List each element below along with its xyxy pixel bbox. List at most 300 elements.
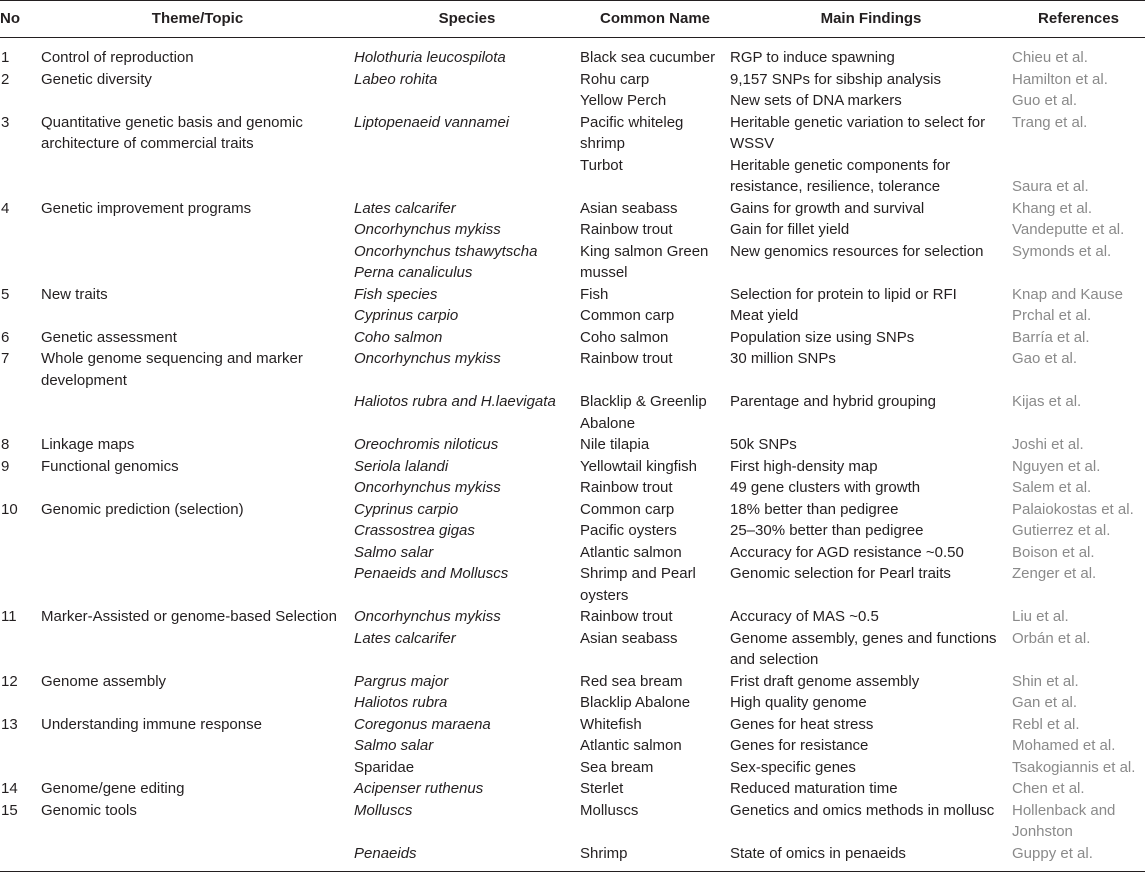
theme-cell xyxy=(41,542,354,564)
species-cell-text: Sparidae xyxy=(354,758,415,776)
species-cell xyxy=(354,348,580,391)
reference-cell-text: Liu et al. xyxy=(1012,608,1069,625)
table-row xyxy=(0,520,1145,542)
row-number-text: 1 xyxy=(1,49,10,66)
species-cell xyxy=(354,327,580,349)
species-cell-text: Oncorhynchus tshawytscha xyxy=(354,242,538,260)
common-name-cell-text: Blacklip & Greenlip Abalone xyxy=(580,393,707,432)
header-main-findings: Main Findings xyxy=(730,1,1012,38)
findings-cell-text: Frist draft genome assembly xyxy=(730,672,920,690)
theme-cell-text: Genome assembly xyxy=(41,672,167,690)
common-name-cell-text: Coho salmon xyxy=(580,328,669,346)
common-name-cell xyxy=(580,800,730,843)
findings-cell xyxy=(730,735,1012,757)
species-cell xyxy=(354,198,580,220)
species-cell-text: Coregonus maraena xyxy=(354,715,491,733)
reference-cell-text: Kijas et al. xyxy=(1012,393,1082,410)
table-row xyxy=(0,305,1145,327)
findings-cell-text: High quality genome xyxy=(730,694,867,711)
theme-cell xyxy=(41,843,354,872)
reference-cell xyxy=(1012,69,1145,91)
row-number-text: 7 xyxy=(1,350,10,367)
species-cell xyxy=(354,434,580,456)
species-cell-text: Lates calcarifer xyxy=(354,199,456,217)
common-name-cell xyxy=(580,434,730,456)
table-row xyxy=(0,434,1145,456)
findings-cell-text: Meat yield xyxy=(730,307,799,324)
table-row xyxy=(0,542,1145,564)
table-row xyxy=(0,606,1145,628)
findings-cell xyxy=(730,563,1012,606)
findings-cell-text: Accuracy for AGD resistance ~0.50 xyxy=(730,543,964,561)
common-name-cell xyxy=(580,714,730,736)
species-cell xyxy=(354,477,580,499)
theme-cell xyxy=(41,563,354,606)
reference-cell-text: Joshi et al. xyxy=(1012,436,1084,453)
table-row xyxy=(0,348,1145,391)
reference-cell-text: Vandeputte et al. xyxy=(1012,221,1125,238)
row-number-text: 6 xyxy=(1,328,10,346)
common-name-cell-text: Molluscs xyxy=(580,801,639,819)
reference-cell xyxy=(1012,542,1145,564)
table-row xyxy=(0,692,1145,714)
row-number xyxy=(0,327,41,349)
table-row xyxy=(0,391,1145,434)
findings-cell xyxy=(730,692,1012,714)
species-cell-text: Oncorhynchus mykiss xyxy=(354,221,501,238)
common-name-cell-text: Shrimp and Pearl oysters xyxy=(580,565,696,604)
table-row xyxy=(0,671,1145,693)
species-cell xyxy=(354,606,580,628)
theme-cell-text: Understanding immune response xyxy=(41,715,262,733)
reference-cell xyxy=(1012,38,1145,69)
findings-cell xyxy=(730,198,1012,220)
reference-cell xyxy=(1012,628,1145,671)
findings-cell-text: Population size using SNPs xyxy=(730,328,915,346)
table-row xyxy=(0,800,1145,843)
reference-cell xyxy=(1012,391,1145,434)
species-cell-text: Haliotos rubra and H.laevigata xyxy=(354,393,556,410)
row-number xyxy=(0,391,41,434)
species-cell-text: Cyprinus carpio xyxy=(354,500,459,518)
row-number xyxy=(0,348,41,391)
common-name-cell xyxy=(580,241,730,284)
findings-cell-text: Genetics and omics methods in mollusc xyxy=(730,801,995,819)
reference-cell xyxy=(1012,563,1145,606)
reference-cell-text: Rebl et al. xyxy=(1012,715,1080,733)
common-name-cell xyxy=(580,542,730,564)
theme-cell xyxy=(41,735,354,757)
row-number-text: 12 xyxy=(1,672,18,690)
theme-cell xyxy=(41,757,354,779)
findings-cell xyxy=(730,757,1012,779)
row-number xyxy=(0,778,41,800)
common-name-cell xyxy=(580,735,730,757)
reference-cell-text: Boison et al. xyxy=(1012,543,1095,561)
common-name-cell-text: Red sea bream xyxy=(580,672,683,690)
common-name-cell-text: Blacklip Abalone xyxy=(580,694,691,711)
species-cell-text: Labeo rohita xyxy=(354,70,438,88)
theme-cell xyxy=(41,241,354,284)
species-cell xyxy=(354,456,580,478)
findings-cell xyxy=(730,542,1012,564)
findings-cell xyxy=(730,348,1012,391)
findings-cell xyxy=(730,69,1012,91)
reference-cell-text: Trang et al. xyxy=(1012,113,1088,131)
species-cell xyxy=(354,563,580,606)
species-cell-text: Perna canaliculus xyxy=(354,264,473,281)
findings-cell xyxy=(730,219,1012,241)
theme-cell-text: Genetic assessment xyxy=(41,328,177,346)
table-row xyxy=(0,778,1145,800)
common-name-cell-text: Rainbow trout xyxy=(580,479,673,496)
findings-cell-text: Heritable genetic components for resistance, resilience, tolerance xyxy=(730,156,951,195)
reference-cell-text: Palaiokostas et al. xyxy=(1012,500,1134,518)
species-cell xyxy=(354,671,580,693)
reference-cell xyxy=(1012,735,1145,757)
findings-cell-text: Genes for resistance xyxy=(730,737,869,754)
common-name-cell-text: Turbot xyxy=(580,156,623,174)
reference-cell-text: Orbán et al. xyxy=(1012,629,1091,647)
findings-cell-text: New sets of DNA markers xyxy=(730,92,902,109)
common-name-cell-text: Rainbow trout xyxy=(580,350,673,367)
common-name-cell xyxy=(580,305,730,327)
row-number-text: 9 xyxy=(1,457,10,475)
table-row xyxy=(0,757,1145,779)
theme-cell xyxy=(41,606,354,628)
table-row xyxy=(0,241,1145,284)
species-cell-text: Liptopenaeid vannamei xyxy=(354,113,510,131)
findings-cell-text: Gains for growth and survival xyxy=(730,199,925,217)
table-row xyxy=(0,284,1145,306)
row-number-text: 5 xyxy=(1,285,10,303)
findings-cell-text: Genes for heat stress xyxy=(730,715,874,733)
findings-cell xyxy=(730,284,1012,306)
species-cell xyxy=(354,692,580,714)
table-row xyxy=(0,38,1145,69)
findings-cell xyxy=(730,778,1012,800)
findings-cell xyxy=(730,112,1012,155)
theme-cell xyxy=(41,219,354,241)
common-name-cell-text: Yellow Perch xyxy=(580,92,667,109)
common-name-cell-text: Sterlet xyxy=(580,780,624,797)
row-number-text: 11 xyxy=(1,608,17,625)
common-name-cell xyxy=(580,499,730,521)
findings-cell xyxy=(730,671,1012,693)
species-cell-text: Oreochromis niloticus xyxy=(354,436,499,453)
theme-cell xyxy=(41,499,354,521)
table-row xyxy=(0,735,1145,757)
findings-cell xyxy=(730,477,1012,499)
reference-cell-text: Symonds et al. xyxy=(1012,242,1112,260)
findings-cell-text: 49 gene clusters with growth xyxy=(730,479,921,496)
row-number xyxy=(0,456,41,478)
header-common-name: Common Name xyxy=(580,1,730,38)
theme-cell-text: New traits xyxy=(41,285,108,303)
species-cell xyxy=(354,735,580,757)
findings-cell xyxy=(730,38,1012,69)
common-name-cell xyxy=(580,477,730,499)
species-cell-text: Salmo salar xyxy=(354,737,434,754)
table-row xyxy=(0,456,1145,478)
header-species: Species xyxy=(354,1,580,38)
row-number-text: 15 xyxy=(1,801,18,819)
common-name-cell-text: Atlantic salmon xyxy=(580,737,682,754)
reference-cell xyxy=(1012,477,1145,499)
species-cell xyxy=(354,219,580,241)
common-name-cell xyxy=(580,606,730,628)
common-name-cell-text: Fish xyxy=(580,285,609,303)
findings-cell xyxy=(730,155,1012,198)
reference-cell xyxy=(1012,843,1145,872)
species-cell-text: Penaeids and Molluscs xyxy=(354,565,509,582)
theme-cell xyxy=(41,800,354,843)
table-body xyxy=(0,38,1145,872)
findings-cell-text: New genomics resources for selection xyxy=(730,242,984,260)
reference-cell-text: Nguyen et al. xyxy=(1012,457,1101,475)
species-cell xyxy=(354,757,580,779)
row-number xyxy=(0,112,41,155)
reference-cell-text: Guppy et al. xyxy=(1012,844,1093,862)
theme-cell xyxy=(41,90,354,112)
findings-cell xyxy=(730,714,1012,736)
row-number xyxy=(0,520,41,542)
findings-cell xyxy=(730,499,1012,521)
reference-cell-text: Saura et al. xyxy=(1012,178,1089,195)
reference-cell-text: Gao et al. xyxy=(1012,350,1078,367)
findings-cell-text: Sex-specific genes xyxy=(730,758,856,776)
common-name-cell xyxy=(580,628,730,671)
species-cell-text: Salmo salar xyxy=(354,543,434,561)
common-name-cell xyxy=(580,391,730,434)
species-cell xyxy=(354,90,580,112)
row-number xyxy=(0,198,41,220)
table-row xyxy=(0,155,1145,198)
row-number xyxy=(0,305,41,327)
row-number-text: 13 xyxy=(1,715,18,733)
reference-cell xyxy=(1012,155,1145,198)
findings-cell xyxy=(730,241,1012,284)
common-name-cell-text: Pacific oysters xyxy=(580,522,677,539)
reference-cell xyxy=(1012,520,1145,542)
findings-cell-text: Gain for fillet yield xyxy=(730,221,850,238)
theme-cell xyxy=(41,327,354,349)
common-name-cell xyxy=(580,198,730,220)
row-number xyxy=(0,434,41,456)
theme-cell xyxy=(41,155,354,198)
common-name-cell xyxy=(580,757,730,779)
species-cell-text: Cyprinus carpio xyxy=(354,307,459,324)
findings-cell xyxy=(730,606,1012,628)
reference-cell xyxy=(1012,456,1145,478)
species-cell xyxy=(354,628,580,671)
theme-cell xyxy=(41,198,354,220)
findings-cell-text: Selection for protein to lipid or RFI xyxy=(730,285,957,303)
findings-cell-text: 25–30% better than pedigree xyxy=(730,522,924,539)
findings-cell-text: 50k SNPs xyxy=(730,436,797,453)
findings-cell-text: 18% better than pedigree xyxy=(730,500,899,518)
species-cell xyxy=(354,520,580,542)
row-number xyxy=(0,843,41,872)
common-name-cell xyxy=(580,778,730,800)
row-number xyxy=(0,69,41,91)
reference-cell-text: Barría et al. xyxy=(1012,328,1090,346)
row-number xyxy=(0,38,41,69)
table-row xyxy=(0,198,1145,220)
header-references: References xyxy=(1012,1,1145,38)
species-cell-text: Penaeids xyxy=(354,844,417,862)
findings-cell-text: Reduced maturation time xyxy=(730,780,898,797)
species-cell xyxy=(354,69,580,91)
species-cell xyxy=(354,542,580,564)
reference-cell xyxy=(1012,778,1145,800)
common-name-cell xyxy=(580,327,730,349)
reference-cell xyxy=(1012,499,1145,521)
reference-cell-text: Chen et al. xyxy=(1012,780,1085,797)
reference-cell xyxy=(1012,757,1145,779)
species-cell xyxy=(354,241,580,284)
theme-cell-text: Control of reproduction xyxy=(41,49,194,66)
species-cell xyxy=(354,843,580,872)
common-name-cell xyxy=(580,284,730,306)
common-name-cell-text: Nile tilapia xyxy=(580,436,650,453)
theme-cell-text: Genome/gene editing xyxy=(41,780,185,797)
row-number xyxy=(0,563,41,606)
species-cell-text: Seriola lalandi xyxy=(354,457,449,475)
header-row xyxy=(0,1,1145,38)
reference-cell xyxy=(1012,305,1145,327)
row-number xyxy=(0,542,41,564)
row-number xyxy=(0,757,41,779)
findings-cell xyxy=(730,90,1012,112)
reference-cell xyxy=(1012,692,1145,714)
row-number-text: 10 xyxy=(1,500,18,518)
theme-cell xyxy=(41,692,354,714)
reference-cell-text: Knap and Kause xyxy=(1012,285,1123,303)
row-number-text: 3 xyxy=(1,113,10,131)
row-number xyxy=(0,800,41,843)
reference-cell-text: Shin et al. xyxy=(1012,672,1079,690)
row-number xyxy=(0,219,41,241)
theme-cell-text: Whole genome sequencing and marker development xyxy=(41,350,303,389)
findings-cell xyxy=(730,628,1012,671)
species-cell xyxy=(354,714,580,736)
reference-cell xyxy=(1012,284,1145,306)
theme-cell xyxy=(41,112,354,155)
common-name-cell-text: King salmon Green mussel xyxy=(580,242,709,281)
theme-cell xyxy=(41,477,354,499)
reference-cell xyxy=(1012,434,1145,456)
species-cell-text: Oncorhynchus mykiss xyxy=(354,608,501,625)
species-cell-text: Coho salmon xyxy=(354,328,443,346)
common-name-cell xyxy=(580,692,730,714)
theme-cell xyxy=(41,38,354,69)
row-number xyxy=(0,241,41,284)
common-name-cell xyxy=(580,69,730,91)
reference-cell xyxy=(1012,671,1145,693)
findings-cell-text: 30 million SNPs xyxy=(730,350,836,367)
table-row xyxy=(0,628,1145,671)
header-theme: Theme/Topic xyxy=(41,1,354,38)
common-name-cell-text: Rainbow trout xyxy=(580,221,673,238)
common-name-cell-text: Atlantic salmon xyxy=(580,543,682,561)
species-cell xyxy=(354,112,580,155)
common-name-cell xyxy=(580,219,730,241)
row-number xyxy=(0,714,41,736)
species-cell-text: Oncorhynchus mykiss xyxy=(354,350,501,367)
species-cell xyxy=(354,778,580,800)
species-cell-text: Crassostrea gigas xyxy=(354,522,475,539)
table-row xyxy=(0,69,1145,91)
row-number-text: 14 xyxy=(1,780,18,797)
common-name-cell-text: Asian seabass xyxy=(580,629,678,647)
theme-cell xyxy=(41,714,354,736)
row-number xyxy=(0,735,41,757)
row-number xyxy=(0,606,41,628)
common-name-cell-text: Black sea cucumber xyxy=(580,49,716,66)
species-cell-text: Molluscs xyxy=(354,801,413,819)
common-name-cell xyxy=(580,671,730,693)
common-name-cell xyxy=(580,563,730,606)
row-number xyxy=(0,155,41,198)
theme-cell xyxy=(41,284,354,306)
findings-cell xyxy=(730,305,1012,327)
reference-cell xyxy=(1012,219,1145,241)
findings-cell xyxy=(730,434,1012,456)
species-cell-text: Oncorhynchus mykiss xyxy=(354,479,501,496)
table-row xyxy=(0,477,1145,499)
theme-cell xyxy=(41,671,354,693)
table-row xyxy=(0,843,1145,872)
row-number-text: 4 xyxy=(1,199,10,217)
theme-cell xyxy=(41,434,354,456)
reference-cell-text: Hollenback and Jonhston xyxy=(1012,801,1116,840)
row-number xyxy=(0,477,41,499)
species-cell xyxy=(354,499,580,521)
table-row xyxy=(0,90,1145,112)
row-number xyxy=(0,499,41,521)
row-number xyxy=(0,90,41,112)
row-number xyxy=(0,628,41,671)
table-row xyxy=(0,499,1145,521)
findings-cell-text: State of omics in penaeids xyxy=(730,844,906,862)
reference-cell-text: Hamilton et al. xyxy=(1012,70,1108,88)
species-cell-text: Haliotos rubra xyxy=(354,694,448,711)
findings-cell xyxy=(730,520,1012,542)
findings-cell-text: Genomic selection for Pearl traits xyxy=(730,565,951,582)
findings-cell-text: RGP to induce spawning xyxy=(730,49,895,66)
table-row xyxy=(0,714,1145,736)
findings-cell-text: Accuracy of MAS ~0.5 xyxy=(730,608,879,625)
findings-cell-text: 9,157 SNPs for sibship analysis xyxy=(730,70,941,88)
table-row xyxy=(0,219,1145,241)
reference-cell xyxy=(1012,241,1145,284)
species-cell-text: Lates calcarifer xyxy=(354,629,456,647)
common-name-cell xyxy=(580,90,730,112)
common-name-cell-text: Pacific whiteleg shrimp xyxy=(580,113,684,152)
reference-cell xyxy=(1012,90,1145,112)
common-name-cell-text: Asian seabass xyxy=(580,199,678,217)
common-name-cell-text: Whitefish xyxy=(580,715,642,733)
species-cell-text: Fish species xyxy=(354,285,438,303)
species-cell xyxy=(354,284,580,306)
theme-cell-text: Genetic diversity xyxy=(41,70,152,88)
theme-cell-text: Linkage maps xyxy=(41,436,135,453)
theme-cell xyxy=(41,778,354,800)
reference-cell xyxy=(1012,800,1145,843)
common-name-cell-text: Sea bream xyxy=(580,758,654,776)
reference-cell-text: Gutierrez et al. xyxy=(1012,522,1111,539)
